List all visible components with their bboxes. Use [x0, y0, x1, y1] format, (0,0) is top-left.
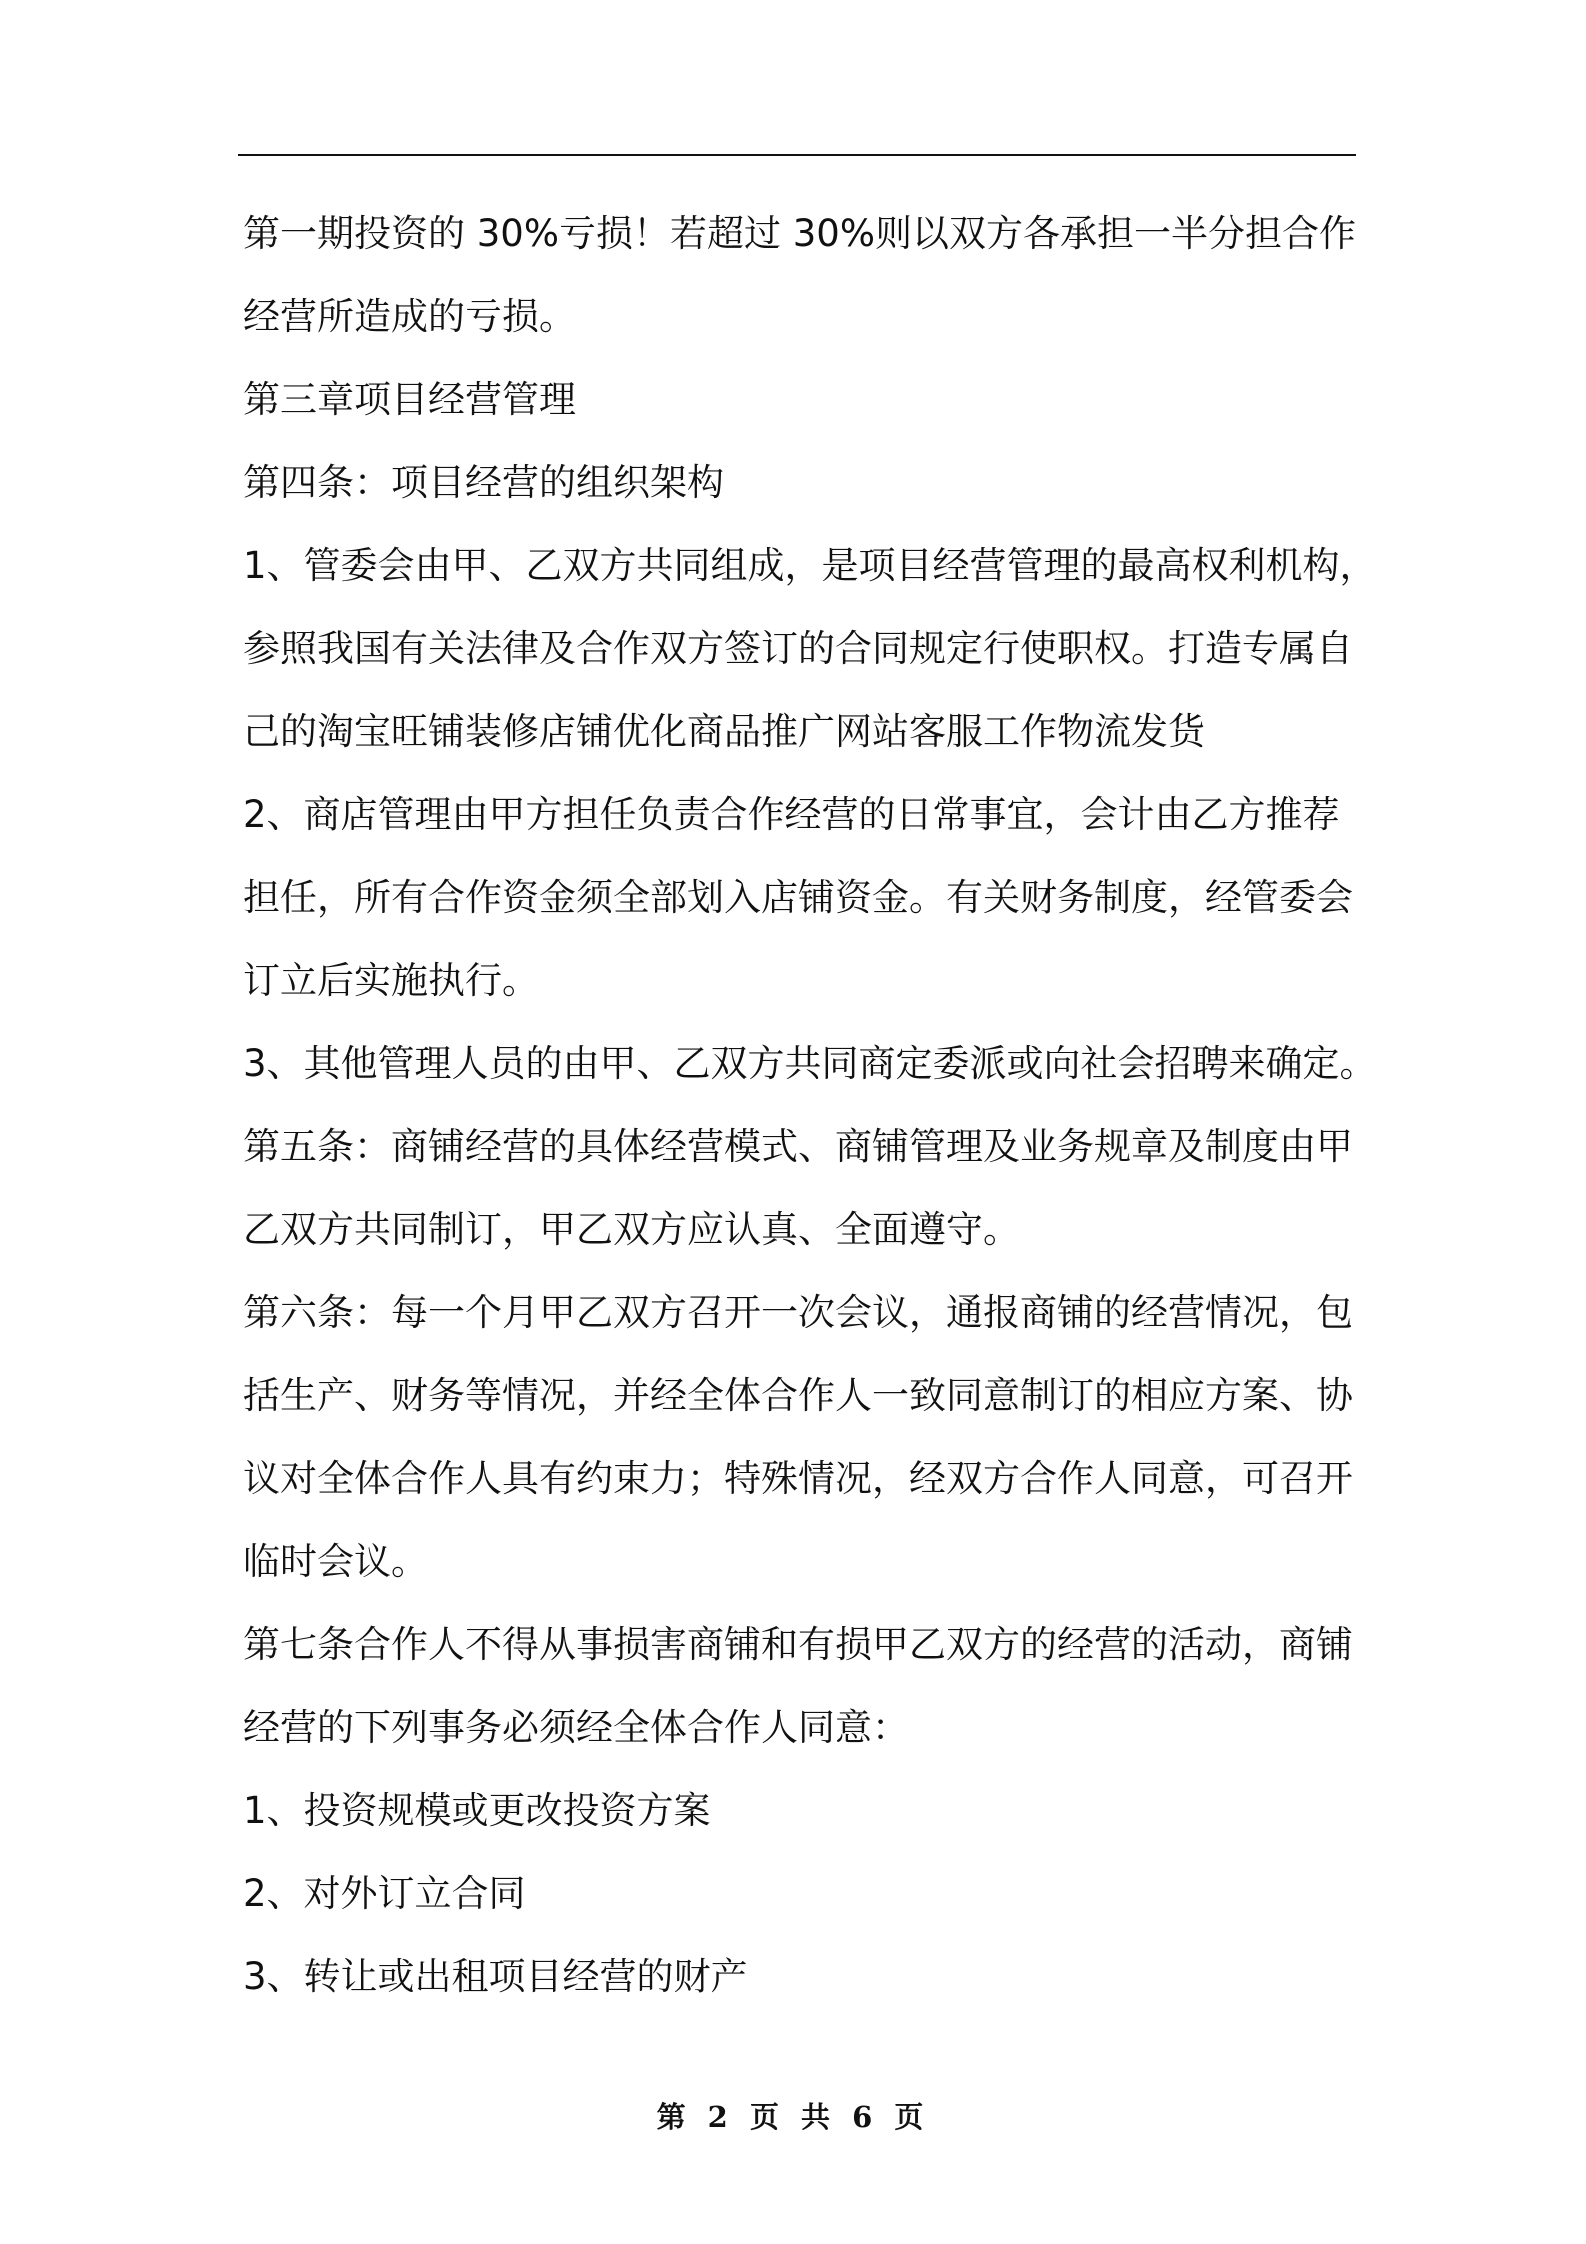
- body-text: [243, 192, 1377, 2018]
- text-line: 经营所造成的亏损。: [243, 295, 576, 338]
- article-heading: 第四条：项目经营的组织架构: [243, 461, 724, 504]
- text-line: 订立后实施执行。: [243, 959, 539, 1002]
- text-line: 担任，所有合作资金须全部划入店铺资金。有关财务制度，经管委会: [243, 876, 1353, 919]
- text-line: 第五条：商铺经营的具体经营模式、商铺管理及业务规章及制度由甲: [243, 1125, 1353, 1168]
- text-line: 参照我国有关法律及合作双方签订的合同规定行使职权。打造专属自: [243, 627, 1353, 670]
- header-rule: [238, 154, 1356, 156]
- text-line: 第七条合作人不得从事损害商铺和有损甲乙双方的经营的活动，商铺: [243, 1623, 1353, 1666]
- list-item: 3、转让或出租项目经营的财产: [243, 1955, 748, 1998]
- text-line: 3、其他管理人员的由甲、乙双方共同商定委派或向社会招聘来确定。: [243, 1042, 1377, 1085]
- text-line: 1、管委会由甲、乙双方共同组成，是项目经营管理的最高权利机构，: [243, 544, 1377, 587]
- text-line: 议对全体合作人具有约束力；特殊情况，经双方合作人同意，可召开: [243, 1457, 1353, 1500]
- list-item: 2、对外订立合同: [243, 1872, 526, 1915]
- list-item: 1、投资规模或更改投资方案: [243, 1789, 711, 1832]
- text-line: 2、商店管理由甲方担任负责合作经营的日常事宜，会计由乙方推荐: [243, 793, 1340, 836]
- page-number-footer: 第 2 页 共 6 页: [656, 2100, 930, 2134]
- text-line: 经营的下列事务必须经全体合作人同意：: [243, 1706, 909, 1749]
- text-line: 乙双方共同制订，甲乙双方应认真、全面遵守。: [243, 1208, 1020, 1251]
- text-line: 临时会议。: [243, 1540, 428, 1583]
- text-line: 己的淘宝旺铺装修店铺优化商品推广网站客服工作物流发货: [243, 710, 1205, 753]
- text-line: 括生产、财务等情况，并经全体合作人一致同意制订的相应方案、协: [243, 1374, 1353, 1417]
- text-line: 第一期投资的 30%亏损！若超过 30%则以双方各承担一半分担合作: [243, 212, 1356, 255]
- text-line: 第六条：每一个月甲乙双方召开一次会议，通报商铺的经营情况，包: [243, 1291, 1353, 1334]
- chapter-heading: 第三章项目经营管理: [243, 378, 576, 421]
